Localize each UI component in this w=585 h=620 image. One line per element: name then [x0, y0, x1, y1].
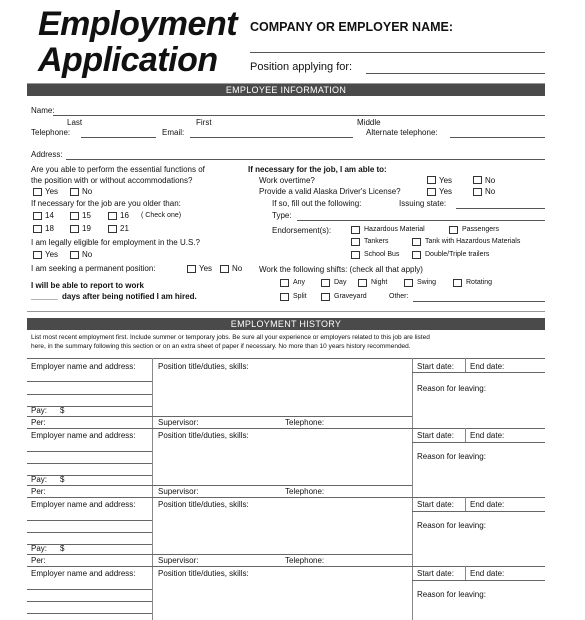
overtime-no-label: No	[485, 176, 496, 185]
check-one-note: ( Check one)	[141, 212, 182, 219]
telephone-label: Telephone:	[31, 128, 71, 137]
license-question: Provide a valid Alaska Driver's License?	[259, 187, 401, 196]
if-necessary-heading: If necessary for the job, I am able to:	[248, 165, 387, 174]
date-divider	[465, 497, 466, 511]
shift-graveyard-checkbox[interactable]	[321, 293, 330, 301]
supervisor-label: Supervisor:	[158, 418, 199, 427]
date-divider	[465, 566, 466, 580]
address-label: Address:	[31, 150, 63, 159]
shift-night-label: Night	[371, 279, 388, 286]
shifts-question: Work the following shifts: (check all that apply)	[259, 265, 423, 274]
history-intro-line1: List most recent employment first. Include summer or temporary jobs. Be sure all your experience or employers related to this job are listed	[31, 334, 430, 341]
name-label: Name:	[31, 106, 55, 115]
telephone-field[interactable]	[81, 137, 156, 138]
license-no-checkbox[interactable]	[473, 188, 482, 196]
row-line	[27, 554, 412, 555]
age-19-checkbox[interactable]	[70, 225, 79, 233]
endorsement-school-bus-checkbox[interactable]	[351, 251, 360, 259]
shift-swing-label: Swing	[417, 279, 437, 286]
shift-night-checkbox[interactable]	[358, 279, 367, 287]
start-date-label: Start date:	[417, 431, 454, 440]
pay-dollar: $	[60, 475, 65, 484]
able-yes-checkbox[interactable]	[33, 188, 42, 196]
employer-label: Employer name and address:	[31, 362, 136, 371]
end-date-label: End date:	[470, 431, 505, 440]
legal-yes-label: Yes	[45, 250, 59, 259]
employer-label: Employer name and address:	[31, 431, 136, 440]
alt-telephone-label: Alternate telephone:	[366, 128, 438, 137]
license-yes-checkbox[interactable]	[427, 188, 436, 196]
pay-label: Pay:	[31, 475, 48, 484]
shift-split-checkbox[interactable]	[280, 293, 289, 301]
age-14-checkbox[interactable]	[33, 212, 42, 220]
position-applying-field[interactable]	[366, 73, 545, 74]
pay-label: Pay:	[31, 406, 48, 415]
able-no-label: No	[82, 187, 93, 196]
report-to-work-line2: days after being notified I am hired.	[62, 292, 197, 301]
shift-day-label: Day	[334, 279, 347, 286]
supervisor-telephone-label: Telephone:	[285, 418, 325, 427]
title-application: Application	[38, 41, 218, 79]
per-label: Per:	[31, 418, 46, 427]
if-so-label: If so, fill out the following:	[272, 199, 362, 208]
shift-graveyard-label: Graveyard	[334, 293, 367, 300]
endorsement-tankers-checkbox[interactable]	[351, 238, 360, 246]
permanent-yes-label: Yes	[199, 264, 213, 273]
legal-question: I am legally eligible for employment in the U.S.?	[31, 238, 200, 247]
pay-dollar: $	[60, 406, 65, 415]
date-row-line	[412, 372, 545, 373]
position-duties-label: Position title/duties, skills:	[158, 569, 249, 578]
overtime-yes-label: Yes	[439, 176, 453, 185]
pay-dollar: $	[60, 544, 65, 553]
endorsement-double-triple-label: Double/Triple trailers	[425, 251, 490, 258]
employer-line[interactable]	[27, 520, 152, 521]
age-14-label: 14	[45, 211, 54, 220]
date-row-line	[412, 442, 545, 443]
block-separator	[27, 497, 545, 498]
endorsement-tank-hazmat-checkbox[interactable]	[412, 238, 421, 246]
license-no-label: No	[485, 187, 496, 196]
row-line	[27, 416, 412, 417]
history-col-divider-1	[152, 358, 153, 620]
legal-no-checkbox[interactable]	[70, 251, 79, 259]
shift-day-checkbox[interactable]	[321, 279, 330, 287]
older-question: If necessary for the job are you older than:	[31, 199, 181, 208]
permanent-yes-checkbox[interactable]	[187, 265, 196, 273]
shift-rotating-label: Rotating	[466, 279, 493, 286]
overtime-no-checkbox[interactable]	[473, 176, 482, 184]
type-field[interactable]	[297, 220, 545, 221]
report-blank[interactable]: ______	[31, 292, 58, 301]
block-separator	[27, 566, 545, 567]
endorsement-passengers-checkbox[interactable]	[449, 226, 458, 234]
endorsement-passengers-label: Passengers	[462, 226, 499, 233]
age-16-checkbox[interactable]	[108, 212, 117, 220]
address-field[interactable]	[66, 159, 545, 160]
able-question-line2: the position with or without accommodations?	[31, 176, 193, 185]
permanent-question: I am seeking a permanent position:	[31, 264, 156, 273]
type-label: Type:	[272, 211, 292, 220]
history-table-top	[27, 358, 545, 359]
employer-label: Employer name and address:	[31, 500, 136, 509]
endorsement-tank-hazmat-label: Tank with Hazardous Materials	[425, 238, 521, 245]
end-date-label: End date:	[470, 569, 505, 578]
supervisor-telephone-label: Telephone:	[285, 487, 325, 496]
per-label: Per:	[31, 556, 46, 565]
history-intro-line2: here, in the summary following this section or on an extra sheet of paper if necessary. No more than 10 years history recommended.	[31, 343, 411, 350]
employer-line[interactable]	[27, 394, 152, 395]
overtime-yes-checkbox[interactable]	[427, 176, 436, 184]
supervisor-label: Supervisor:	[158, 487, 199, 496]
start-date-label: Start date:	[417, 569, 454, 578]
other-shift-label: Other:	[389, 293, 409, 300]
able-no-checkbox[interactable]	[70, 188, 79, 196]
age-15-label: 15	[82, 211, 91, 220]
endorsement-hazmat-label: Hazardous Material	[364, 226, 425, 233]
reason-leaving-label: Reason for leaving:	[417, 452, 486, 461]
overtime-question: Work overtime?	[259, 176, 315, 185]
position-duties-label: Position title/duties, skills:	[158, 431, 249, 440]
reason-leaving-label: Reason for leaving:	[417, 384, 486, 393]
employer-label: Employer name and address:	[31, 569, 136, 578]
position-applying-label: Position applying for:	[250, 61, 353, 73]
permanent-no-checkbox[interactable]	[220, 265, 229, 273]
permanent-no-label: No	[232, 264, 243, 273]
start-date-label: Start date:	[417, 362, 454, 371]
license-yes-label: Yes	[439, 187, 453, 196]
endorsements-label: Endorsement(s):	[272, 226, 332, 235]
employer-line[interactable]	[27, 589, 152, 590]
alt-telephone-field[interactable]	[450, 137, 545, 138]
end-date-label: End date:	[470, 362, 505, 371]
shift-any-checkbox[interactable]	[280, 279, 289, 287]
employer-line[interactable]	[27, 613, 152, 614]
block-separator	[27, 428, 545, 429]
employer-line[interactable]	[27, 451, 152, 452]
shift-rotating-checkbox[interactable]	[453, 279, 462, 287]
employment-history-header: EMPLOYMENT HISTORY	[27, 318, 545, 330]
reason-leaving-label: Reason for leaving:	[417, 590, 486, 599]
age-18-label: 18	[45, 224, 54, 233]
end-date-label: End date:	[470, 500, 505, 509]
age-19-label: 19	[82, 224, 91, 233]
employer-line[interactable]	[27, 532, 152, 533]
middle-label: Middle	[357, 118, 381, 127]
email-label: Email:	[162, 128, 185, 137]
title-employment: Employment	[38, 5, 238, 43]
employer-line[interactable]	[27, 601, 152, 602]
date-divider	[465, 428, 466, 442]
able-yes-label: Yes	[45, 187, 59, 196]
issuing-state-label: Issuing state:	[399, 199, 447, 208]
company-name-label: COMPANY OR EMPLOYER NAME:	[250, 20, 454, 34]
employer-line[interactable]	[27, 463, 152, 464]
first-label: First	[196, 118, 212, 127]
position-duties-label: Position title/duties, skills:	[158, 500, 249, 509]
endorsement-hazmat-checkbox[interactable]	[351, 226, 360, 234]
legal-yes-checkbox[interactable]	[33, 251, 42, 259]
row-line	[27, 485, 412, 486]
date-row-line	[412, 580, 545, 581]
endorsement-tankers-label: Tankers	[364, 238, 389, 245]
employee-info-header: EMPLOYEE INFORMATION	[27, 84, 545, 96]
shift-swing-checkbox[interactable]	[404, 279, 413, 287]
section-divider	[27, 311, 545, 312]
date-divider	[465, 358, 466, 372]
start-date-label: Start date:	[417, 500, 454, 509]
legal-no-label: No	[82, 250, 93, 259]
position-duties-label: Position title/duties, skills:	[158, 362, 249, 371]
age-21-label: 21	[120, 224, 129, 233]
age-21-checkbox[interactable]	[108, 225, 117, 233]
reason-leaving-label: Reason for leaving:	[417, 521, 486, 530]
per-label: Per:	[31, 487, 46, 496]
pay-label: Pay:	[31, 544, 48, 553]
other-shift-field[interactable]	[413, 301, 545, 302]
endorsement-double-triple-checkbox[interactable]	[412, 251, 421, 259]
employer-line[interactable]	[27, 381, 152, 382]
age-16-label: 16	[120, 211, 129, 220]
supervisor-label: Supervisor:	[158, 556, 199, 565]
endorsement-school-bus-label: School Bus	[364, 251, 400, 258]
report-to-work-line1: I will be able to report to work	[31, 281, 144, 290]
supervisor-telephone-label: Telephone:	[285, 556, 325, 565]
date-row-line	[412, 511, 545, 512]
shift-any-label: Any	[293, 279, 306, 286]
age-18-checkbox[interactable]	[33, 225, 42, 233]
age-15-checkbox[interactable]	[70, 212, 79, 220]
shift-split-label: Split	[293, 293, 307, 300]
company-name-field[interactable]	[250, 52, 545, 53]
issuing-state-field[interactable]	[456, 208, 545, 209]
able-question-line1: Are you able to perform the essential functions of	[31, 165, 205, 174]
last-label: Last	[67, 118, 83, 127]
name-field[interactable]	[53, 115, 545, 116]
email-field[interactable]	[190, 137, 353, 138]
